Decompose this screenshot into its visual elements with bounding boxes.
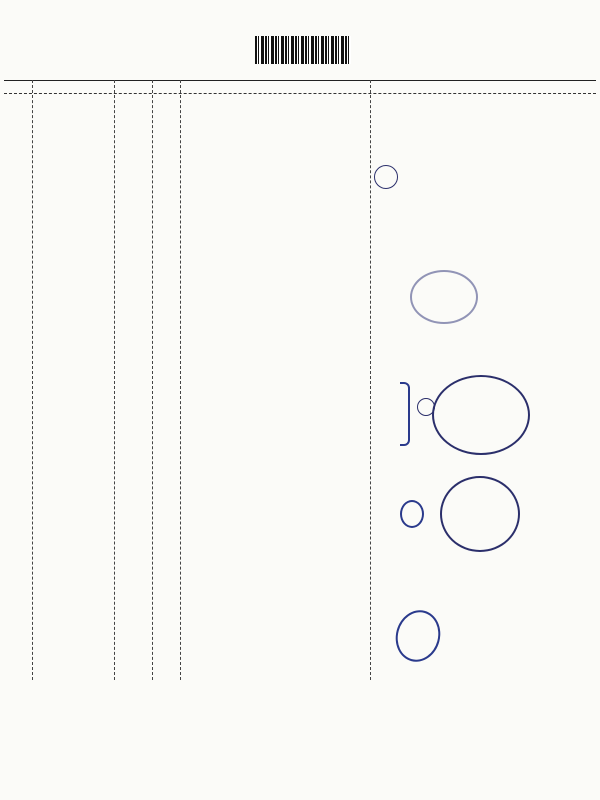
divider xyxy=(152,80,153,680)
circle-mark xyxy=(417,398,435,416)
divider xyxy=(114,80,115,680)
circle-mark xyxy=(374,165,398,189)
divider xyxy=(32,80,33,680)
divider xyxy=(370,80,371,680)
divider xyxy=(180,80,181,680)
signature-scribble xyxy=(390,605,446,667)
table-header xyxy=(4,80,596,94)
agp-round-seal xyxy=(410,270,478,324)
jsw-stamp xyxy=(432,375,530,455)
bracket-mark xyxy=(400,382,410,446)
scribble-mark xyxy=(400,500,424,528)
barcode xyxy=(255,36,351,64)
yes-bank-stamp xyxy=(440,476,520,552)
